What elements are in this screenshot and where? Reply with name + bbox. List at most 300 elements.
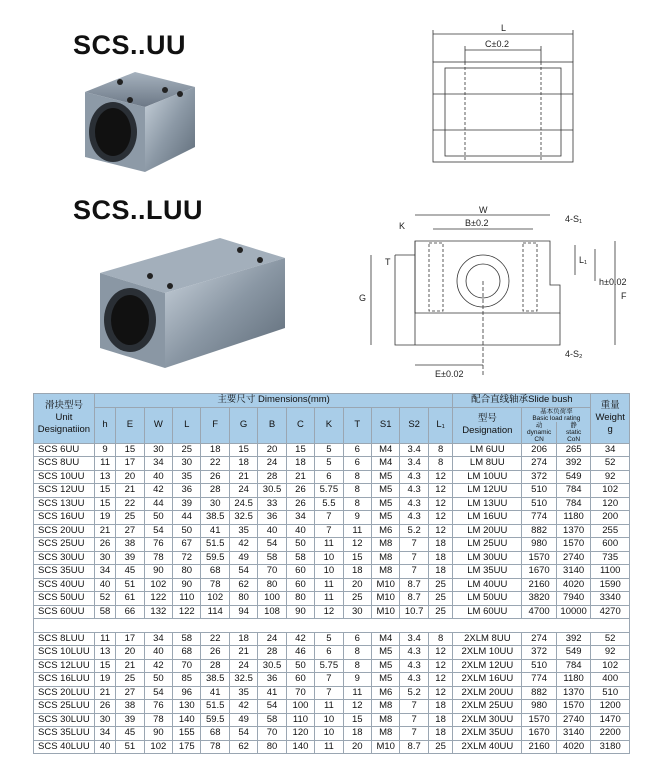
- unit-designation-cell: SCS 40UU: [34, 578, 95, 592]
- table-cell: 12: [428, 646, 452, 660]
- table-cell: 24.5: [229, 497, 257, 511]
- table-cell: 2740: [556, 551, 591, 565]
- table-cell: 58: [258, 551, 286, 565]
- unit-designation-cell: SCS 20LUU: [34, 686, 95, 700]
- table-cell: 10: [315, 565, 343, 579]
- table-cell: 4.3: [400, 497, 428, 511]
- table-cell: 10: [315, 551, 343, 565]
- bush-designation-cell: LM 25UU: [453, 538, 522, 552]
- table-cell: 19: [94, 673, 115, 687]
- table-cell: 1590: [591, 578, 630, 592]
- table-cell: 34: [144, 457, 172, 471]
- table-cell: 1570: [556, 700, 591, 714]
- table-row: [34, 470, 630, 484]
- unit-designation-cell: SCS 25LUU: [34, 700, 95, 714]
- bush-designation-cell: LM 12UU: [453, 484, 522, 498]
- top-view-drawing: [415, 22, 595, 172]
- table-cell: 18: [428, 565, 452, 579]
- table-cell: 372: [522, 470, 557, 484]
- bush-designation-cell: 2XLM 40UU: [453, 740, 522, 754]
- bush-designation-cell: LM 13UU: [453, 497, 522, 511]
- table-cell: 4.3: [400, 659, 428, 673]
- table-row: [34, 511, 630, 525]
- table-cell: 882: [522, 524, 557, 538]
- table-cell: 5.5: [315, 497, 343, 511]
- scs-uu-title: SCS..UU: [73, 30, 187, 60]
- table-row: [34, 740, 630, 754]
- table-cell: 42: [286, 632, 314, 646]
- table-cell: 21: [229, 646, 257, 660]
- unit-designation-cell: SCS 8UU: [34, 457, 95, 471]
- front-view-drawing: [355, 205, 650, 390]
- table-cell: 92: [591, 470, 630, 484]
- table-cell: 51: [116, 740, 144, 754]
- table-cell: 42: [229, 538, 257, 552]
- table-cell: 32.5: [229, 673, 257, 687]
- table-cell: 20: [343, 578, 371, 592]
- table-cell: 5.75: [315, 659, 343, 673]
- dim-h-label: h±0.02: [599, 277, 627, 287]
- table-cell: 11: [343, 686, 371, 700]
- table-cell: 59.5: [201, 713, 229, 727]
- table-cell: 42: [144, 484, 172, 498]
- table-cell: 784: [556, 484, 591, 498]
- table-cell: 35: [173, 470, 201, 484]
- table-cell: 15: [343, 551, 371, 565]
- bush-designation-cell: 2XLM 16UU: [453, 673, 522, 687]
- table-cell: 18: [428, 700, 452, 714]
- table-cell: 15: [343, 713, 371, 727]
- slide-bush-header: 配合直线轴承Slide bush: [453, 394, 591, 408]
- table-cell: M8: [372, 727, 400, 741]
- table-cell: 70: [258, 727, 286, 741]
- scs-uu-product-image: [75, 62, 205, 182]
- table-cell: 44: [173, 511, 201, 525]
- table-cell: M10: [372, 592, 400, 606]
- table-cell: 4.3: [400, 484, 428, 498]
- table-cell: 11: [94, 457, 115, 471]
- table-cell: 30: [201, 497, 229, 511]
- table-cell: 90: [144, 565, 172, 579]
- table-cell: 41: [201, 686, 229, 700]
- table-cell: 1570: [522, 713, 557, 727]
- table-cell: 175: [173, 740, 201, 754]
- unit-designation-cell: SCS 12LUU: [34, 659, 95, 673]
- table-cell: 21: [94, 524, 115, 538]
- table-cell: 49: [229, 713, 257, 727]
- unit-designation-cell: SCS 25UU: [34, 538, 95, 552]
- table-row: [34, 565, 630, 579]
- dimensions-header: 主要尺寸 Dimensions(mm): [94, 394, 452, 408]
- bush-designation-cell: LM 20UU: [453, 524, 522, 538]
- table-cell: 5: [315, 457, 343, 471]
- table-cell: M8: [372, 538, 400, 552]
- table-cell: 8.7: [400, 740, 428, 754]
- bush-designation-cell: 2XLM 20UU: [453, 686, 522, 700]
- table-cell: 6: [343, 457, 371, 471]
- table-cell: 1470: [591, 713, 630, 727]
- table-cell: 122: [173, 605, 201, 619]
- table-cell: 39: [116, 551, 144, 565]
- table-cell: 85: [173, 673, 201, 687]
- table-cell: 38: [116, 700, 144, 714]
- table-cell: M8: [372, 713, 400, 727]
- table-cell: 17: [116, 632, 144, 646]
- table-cell: 15: [229, 443, 257, 457]
- table-cell: 50: [286, 659, 314, 673]
- table-cell: 49: [229, 551, 257, 565]
- col-F: F: [201, 407, 229, 443]
- table-cell: 78: [144, 713, 172, 727]
- table-cell: M4: [372, 443, 400, 457]
- table-cell: 44: [144, 497, 172, 511]
- dim-S1-label: 4-S₁: [565, 214, 583, 224]
- scs-luu-rows: [34, 632, 630, 754]
- table-row: [34, 632, 630, 646]
- table-cell: 21: [229, 470, 257, 484]
- table-cell: 9: [94, 443, 115, 457]
- table-row: [34, 686, 630, 700]
- table-cell: 20: [343, 740, 371, 754]
- table-cell: 70: [173, 659, 201, 673]
- table-row: [34, 673, 630, 687]
- table-cell: 40: [286, 524, 314, 538]
- table-cell: 12: [343, 700, 371, 714]
- table-cell: 8: [343, 484, 371, 498]
- table-cell: 30.5: [258, 484, 286, 498]
- table-cell: 51.5: [201, 538, 229, 552]
- table-cell: 45: [116, 565, 144, 579]
- table-cell: 6: [343, 632, 371, 646]
- table-cell: 3820: [522, 592, 557, 606]
- table-cell: 1670: [522, 565, 557, 579]
- dim-K-label: K: [399, 221, 406, 231]
- bush-designation-cell: 2XLM 8UU: [453, 632, 522, 646]
- table-cell: 61: [116, 592, 144, 606]
- table-cell: 7940: [556, 592, 591, 606]
- table-cell: 20: [116, 470, 144, 484]
- spec-table: [33, 393, 630, 754]
- unit-designation-cell: SCS 6UU: [34, 443, 95, 457]
- table-cell: 140: [286, 740, 314, 754]
- table-row: [34, 457, 630, 471]
- table-cell: 980: [522, 700, 557, 714]
- table-cell: 51: [116, 578, 144, 592]
- bush-designation-cell: LM 60UU: [453, 605, 522, 619]
- table-cell: 6: [315, 646, 343, 660]
- table-cell: 50: [286, 538, 314, 552]
- table-cell: 76: [144, 700, 172, 714]
- table-cell: 80: [258, 578, 286, 592]
- table-cell: 25: [428, 578, 452, 592]
- col-L1: L₁: [428, 407, 452, 443]
- table-row: [34, 443, 630, 457]
- table-cell: 8: [343, 497, 371, 511]
- table-cell: 46: [286, 646, 314, 660]
- table-cell: M8: [372, 551, 400, 565]
- dim-F-label: F: [621, 291, 627, 301]
- unit-designation-cell: SCS 35UU: [34, 565, 95, 579]
- table-cell: 102: [591, 484, 630, 498]
- table-cell: 4.3: [400, 646, 428, 660]
- table-cell: 2160: [522, 578, 557, 592]
- table-cell: M4: [372, 457, 400, 471]
- dim-G-label: G: [359, 293, 367, 303]
- table-cell: 4020: [556, 740, 591, 754]
- table-cell: 7: [315, 686, 343, 700]
- table-cell: 7: [400, 700, 428, 714]
- table-cell: 3180: [591, 740, 630, 754]
- table-cell: 80: [173, 565, 201, 579]
- unit-designation-cell: SCS 30LUU: [34, 713, 95, 727]
- bush-designation-cell: LM 10UU: [453, 470, 522, 484]
- table-cell: 24: [229, 484, 257, 498]
- weight-header: 重量 Weight g: [591, 394, 630, 444]
- table-cell: 58: [258, 713, 286, 727]
- table-cell: 100: [286, 700, 314, 714]
- table-cell: 510: [522, 659, 557, 673]
- unit-designation-cell: SCS 8LUU: [34, 632, 95, 646]
- table-cell: 140: [173, 713, 201, 727]
- table-cell: M5: [372, 470, 400, 484]
- table-cell: 774: [522, 511, 557, 525]
- table-cell: 549: [556, 646, 591, 660]
- table-cell: 11: [315, 578, 343, 592]
- table-cell: 40: [144, 470, 172, 484]
- table-cell: 3140: [556, 727, 591, 741]
- table-cell: 28: [201, 484, 229, 498]
- table-cell: 54: [229, 727, 257, 741]
- table-cell: 50: [173, 524, 201, 538]
- table-cell: 11: [315, 700, 343, 714]
- table-cell: 60: [286, 565, 314, 579]
- table-cell: 8: [428, 457, 452, 471]
- table-cell: 34: [94, 727, 115, 741]
- table-cell: 8: [343, 659, 371, 673]
- table-cell: 7: [400, 565, 428, 579]
- table-cell: M10: [372, 578, 400, 592]
- table-cell: M10: [372, 740, 400, 754]
- table-gap: [34, 619, 630, 633]
- col-S2: S2: [400, 407, 428, 443]
- table-cell: 34: [286, 511, 314, 525]
- table-cell: 12: [428, 497, 452, 511]
- table-cell: 24: [229, 659, 257, 673]
- bush-designation-cell: 2XLM 30UU: [453, 713, 522, 727]
- table-cell: 25: [173, 443, 201, 457]
- table-cell: 38: [116, 538, 144, 552]
- table-cell: 265: [556, 443, 591, 457]
- table-cell: 33: [258, 497, 286, 511]
- table-row: [34, 659, 630, 673]
- table-cell: 10: [315, 713, 343, 727]
- table-cell: 130: [173, 700, 201, 714]
- table-cell: 19: [94, 511, 115, 525]
- table-cell: 110: [173, 592, 201, 606]
- table-cell: 8: [343, 646, 371, 660]
- table-cell: 980: [522, 538, 557, 552]
- bush-designation-cell: LM 50UU: [453, 592, 522, 606]
- table-cell: 36: [258, 673, 286, 687]
- table-cell: 66: [116, 605, 144, 619]
- table-cell: 1570: [556, 538, 591, 552]
- dim-B-label: B±0.2: [465, 218, 489, 228]
- table-cell: 4700: [522, 605, 557, 619]
- table-cell: 35: [229, 524, 257, 538]
- table-cell: 3.4: [400, 457, 428, 471]
- table-cell: M4: [372, 632, 400, 646]
- table-cell: 102: [201, 592, 229, 606]
- table-cell: 9: [343, 673, 371, 687]
- table-cell: M10: [372, 605, 400, 619]
- table-cell: 21: [116, 484, 144, 498]
- table-cell: 392: [556, 457, 591, 471]
- table-cell: 26: [201, 646, 229, 660]
- table-cell: 155: [173, 727, 201, 741]
- table-cell: 7: [400, 551, 428, 565]
- bush-designation-cell: LM 6UU: [453, 443, 522, 457]
- table-row: [34, 646, 630, 660]
- unit-designation-cell: SCS 16LUU: [34, 673, 95, 687]
- table-cell: 27: [116, 524, 144, 538]
- table-cell: M5: [372, 511, 400, 525]
- table-cell: 7: [400, 713, 428, 727]
- table-cell: 100: [258, 592, 286, 606]
- table-cell: 36: [258, 511, 286, 525]
- table-cell: 1670: [522, 727, 557, 741]
- unit-designation-cell: SCS 35LUU: [34, 727, 95, 741]
- unit-designation-cell: SCS 30UU: [34, 551, 95, 565]
- table-cell: 30: [343, 605, 371, 619]
- table-cell: 92: [591, 646, 630, 660]
- table-cell: 25: [428, 740, 452, 754]
- table-row: [34, 524, 630, 538]
- table-cell: 54: [258, 700, 286, 714]
- table-cell: 78: [144, 551, 172, 565]
- table-cell: M6: [372, 524, 400, 538]
- table-cell: 24: [258, 632, 286, 646]
- table-cell: 4270: [591, 605, 630, 619]
- table-cell: 549: [556, 470, 591, 484]
- table-cell: 80: [286, 592, 314, 606]
- table-cell: 392: [556, 632, 591, 646]
- table-cell: 25: [343, 592, 371, 606]
- table-cell: 18: [286, 457, 314, 471]
- table-cell: 11: [315, 592, 343, 606]
- table-cell: 1370: [556, 686, 591, 700]
- table-cell: 96: [173, 686, 201, 700]
- table-cell: 7: [315, 511, 343, 525]
- table-cell: 108: [258, 605, 286, 619]
- table-cell: 8: [428, 632, 452, 646]
- table-row: [34, 578, 630, 592]
- dim-L1-label: L₁: [579, 255, 588, 265]
- table-cell: 26: [94, 700, 115, 714]
- table-cell: M5: [372, 497, 400, 511]
- unit-designation-cell: SCS 40LUU: [34, 740, 95, 754]
- table-cell: 52: [591, 457, 630, 471]
- unit-designation-cell: SCS 13UU: [34, 497, 95, 511]
- table-cell: 30.5: [258, 659, 286, 673]
- table-cell: 54: [144, 524, 172, 538]
- table-cell: 90: [173, 578, 201, 592]
- col-W: W: [144, 407, 172, 443]
- table-cell: 58: [286, 551, 314, 565]
- unit-designation-header: 滑块型号 Unit Designatiion: [34, 394, 95, 444]
- table-cell: 774: [522, 673, 557, 687]
- table-cell: 8.7: [400, 592, 428, 606]
- table-cell: 5.75: [315, 484, 343, 498]
- table-cell: M5: [372, 659, 400, 673]
- table-cell: 4.3: [400, 511, 428, 525]
- table-cell: 18: [343, 727, 371, 741]
- table-cell: 70: [258, 565, 286, 579]
- table-cell: 200: [591, 511, 630, 525]
- table-cell: 50: [144, 511, 172, 525]
- unit-designation-cell: SCS 12UU: [34, 484, 95, 498]
- table-cell: 26: [201, 470, 229, 484]
- table-cell: 30: [144, 443, 172, 457]
- table-cell: 62: [229, 578, 257, 592]
- table-cell: 32.5: [229, 511, 257, 525]
- col-B: B: [258, 407, 286, 443]
- table-cell: 24: [258, 457, 286, 471]
- table-row: [34, 700, 630, 714]
- dim-T-label: T: [385, 257, 391, 267]
- table-cell: 72: [173, 551, 201, 565]
- table-cell: 206: [522, 443, 557, 457]
- table-cell: M5: [372, 484, 400, 498]
- table-cell: 80: [258, 740, 286, 754]
- table-cell: 3140: [556, 565, 591, 579]
- table-cell: 54: [258, 538, 286, 552]
- load-rating-header: 基本负荷率 Basic load rating 动 dynamic CN 静 static CoN: [522, 407, 591, 443]
- scs-uu-rows: [34, 443, 630, 619]
- bush-designation-cell: 2XLM 12UU: [453, 659, 522, 673]
- table-cell: 10000: [556, 605, 591, 619]
- table-cell: 34: [144, 632, 172, 646]
- table-cell: 13: [94, 646, 115, 660]
- table-cell: 18: [343, 565, 371, 579]
- table-cell: M8: [372, 565, 400, 579]
- unit-designation-cell: SCS 60UU: [34, 605, 95, 619]
- table-cell: 784: [556, 659, 591, 673]
- dim-E-label: E±0.02: [435, 369, 464, 379]
- table-cell: 15: [286, 443, 314, 457]
- table-cell: 15: [94, 659, 115, 673]
- table-cell: 26: [286, 497, 314, 511]
- table-cell: 22: [116, 497, 144, 511]
- table-row: [34, 484, 630, 498]
- table-cell: 39: [116, 713, 144, 727]
- table-cell: 26: [286, 484, 314, 498]
- col-S1: S1: [372, 407, 400, 443]
- bush-designation-cell: LM 30UU: [453, 551, 522, 565]
- table-cell: 11: [315, 538, 343, 552]
- table-cell: 1200: [591, 700, 630, 714]
- table-cell: 18: [428, 538, 452, 552]
- table-cell: 110: [286, 713, 314, 727]
- table-row: [34, 713, 630, 727]
- table-cell: 21: [116, 659, 144, 673]
- table-cell: 5: [315, 632, 343, 646]
- bush-designation-cell: 2XLM 10UU: [453, 646, 522, 660]
- table-cell: 600: [591, 538, 630, 552]
- table-cell: 122: [144, 592, 172, 606]
- table-cell: 25: [116, 511, 144, 525]
- table-cell: 1180: [556, 511, 591, 525]
- table-cell: 6: [343, 443, 371, 457]
